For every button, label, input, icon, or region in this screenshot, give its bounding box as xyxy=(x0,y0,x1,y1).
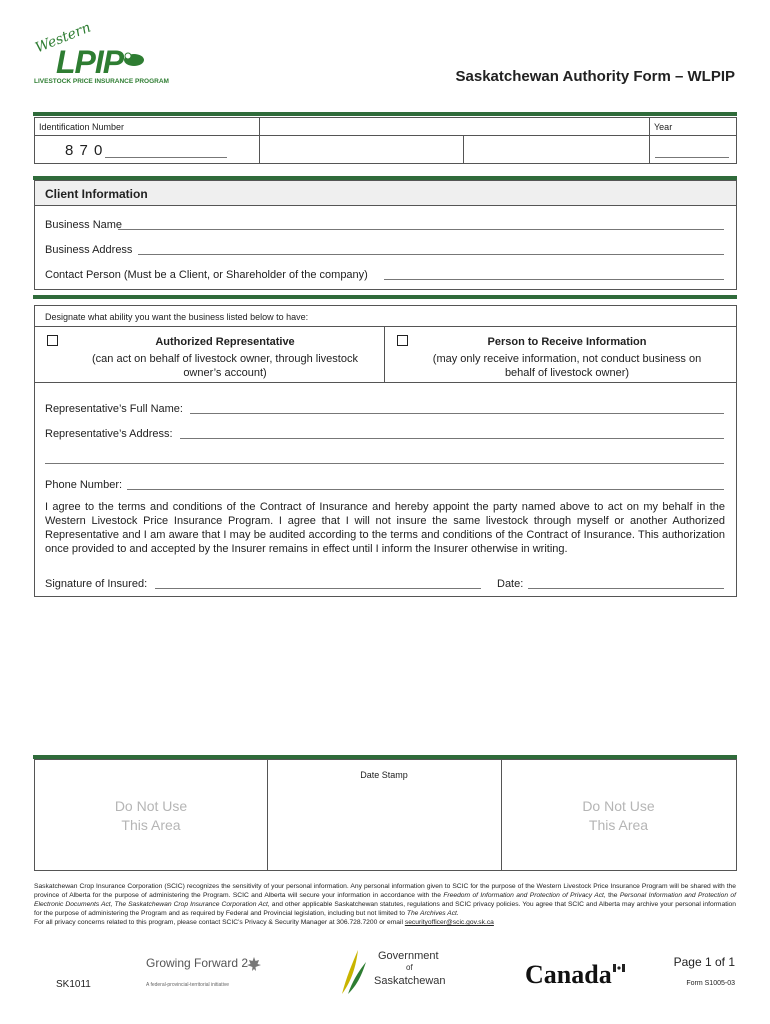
date-label: Date: xyxy=(497,578,524,590)
growing-forward-logo xyxy=(146,956,266,992)
id-table-divider-v2 xyxy=(463,135,464,163)
privacy-p2-italic: Personal Information and Protection of Electronic Documents Act, The Saskatchewan Crop Insurance Corporation Act, xyxy=(34,892,736,908)
id-number-prefix: 8 7 0 xyxy=(65,142,104,159)
agreement-text: I agree to the terms and conditions of the Contract of Insurance and hereby appoint the party named above to act on my behalf in the Western Livestock Price Insurance Program. I agree that I will not insure the same livestock through myself or another Authorized Representative and I am aware that I may be audited according to the terms and conditions of the Contract of Insurance. This authorization once provided to and accepted by the Insurer remains in effect until I inform the Insurer otherwise in writing. xyxy=(45,501,725,555)
receive-info-title: Person to Receive Information xyxy=(487,336,647,348)
gov-saskatchewan-logo xyxy=(338,948,458,996)
growing-forward-sub: A federal-provincial-territorial initiative xyxy=(146,982,230,988)
designate-divider-v xyxy=(384,326,385,382)
maple-leaf-icon xyxy=(246,956,262,972)
wheat-sheaf-icon xyxy=(338,948,372,996)
authorized-rep-desc: (can act on behalf of livestock owner, through livestock owner’s account) xyxy=(92,353,358,379)
phone-field[interactable] xyxy=(127,489,724,490)
canada-text: Canada xyxy=(525,960,612,989)
do-not-use-left-2: This Area xyxy=(121,817,181,833)
privacy-p1-italic: Freedom of Information and Protection of Privacy Act, xyxy=(443,892,606,899)
year-field[interactable] xyxy=(655,157,729,158)
canada-flag-icon xyxy=(613,964,625,972)
contact-person-field[interactable] xyxy=(384,279,724,280)
designate-section xyxy=(34,305,737,597)
business-name-field[interactable] xyxy=(118,229,724,230)
gov-line-2: of xyxy=(406,963,413,972)
id-table xyxy=(34,117,737,164)
date-field[interactable] xyxy=(528,588,724,589)
privacy-notice xyxy=(34,882,736,927)
canada-wordmark xyxy=(525,960,612,990)
receive-info-checkbox[interactable] xyxy=(397,335,408,346)
id-top-bar xyxy=(33,112,737,116)
id-table-divider-h xyxy=(35,135,736,136)
id-table-divider-v3 xyxy=(649,118,650,163)
form-title: Saskatchewan Authority Form – WLPIP xyxy=(455,68,735,85)
page-number: Page 1 of 1 xyxy=(673,955,735,969)
privacy-p3: For all privacy concerns related to this program, please contact SCIC’s Privacy & Security Manager at 306.728.7200 or email xyxy=(34,919,405,926)
authorized-rep-title: Authorized Representative xyxy=(155,336,295,348)
business-name-label: Business Name xyxy=(45,219,123,231)
form-code: SK1011 xyxy=(56,979,91,990)
privacy-p2-pre: the xyxy=(608,892,620,899)
year-label: Year xyxy=(654,122,673,132)
authorized-rep-checkbox[interactable] xyxy=(47,335,58,346)
id-number-field[interactable] xyxy=(105,157,227,158)
logo-main-text: LPIP xyxy=(56,44,124,80)
privacy-p2-italic2: The Archives Act. xyxy=(406,910,459,917)
stamp-section xyxy=(34,759,737,871)
rep-address-field-2[interactable] xyxy=(45,463,724,464)
business-address-field[interactable] xyxy=(138,254,724,255)
signature-field[interactable] xyxy=(155,588,481,589)
privacy-p1: Saskatchewan Crop Insurance Corporation (SCIC) recognizes the sensitivity of your personal information. Any personal information given to SCIC for the purpose of the Western Livestock Price Insurance Program will be shared with the province of Alberta for the purpose of administering the Program. SCIC and Alberta will secure your information in accordance with the xyxy=(34,883,736,899)
do-not-use-left-1: Do Not Use xyxy=(114,798,188,814)
form-number: Form S1005-03 xyxy=(686,980,735,987)
rep-name-label: Representative’s Full Name: xyxy=(45,403,183,415)
id-number-label: Identification Number xyxy=(39,122,125,132)
rep-name-field[interactable] xyxy=(190,413,724,414)
designate-divider-h1 xyxy=(35,326,736,327)
phone-label: Phone Number: xyxy=(45,479,123,491)
rep-address-field[interactable] xyxy=(180,438,724,439)
logo-cow-icon xyxy=(122,50,146,68)
contact-person-label: Contact Person (Must be a Client, or Shareholder of the company) xyxy=(45,269,368,281)
privacy-email-link[interactable]: securityofficer@scic.gov.sk.ca xyxy=(404,919,494,926)
date-stamp-label: Date Stamp xyxy=(360,770,408,780)
designate-divider-h2 xyxy=(35,382,736,383)
logo-subtitle: LIVESTOCK PRICE INSURANCE PROGRAM xyxy=(34,78,169,85)
stamp-divider-right xyxy=(501,760,502,870)
id-table-divider-v1 xyxy=(259,118,260,163)
rep-address-label: Representative’s Address: xyxy=(45,428,173,440)
designate-prompt: Designate what ability you want the business listed below to have: xyxy=(45,312,309,322)
logo-script-text: Western xyxy=(33,19,94,57)
gov-line-3: Saskatchewan xyxy=(374,975,446,987)
designate-top-bar xyxy=(33,295,737,299)
receive-info-desc: (may only receive information, not conduct business on behalf of livestock owner) xyxy=(432,353,702,379)
privacy-p2-post: and other applicable Saskatchewan statutes, regulations and SCIC privacy policies. You agree that SCIC and Alberta may archive your personal information for the purpose of administering the Program and as required by Federal and Provincial legislation, including but not limited to xyxy=(34,901,736,917)
client-section xyxy=(34,180,737,290)
client-section-title: Client Information xyxy=(45,187,148,201)
do-not-use-right-2: This Area xyxy=(588,817,649,833)
gov-line-1: Government xyxy=(378,950,439,962)
business-address-label: Business Address xyxy=(45,244,133,256)
do-not-use-right-1: Do Not Use xyxy=(582,798,655,814)
growing-forward-text: Growing Forward 2 xyxy=(146,956,249,970)
signature-label: Signature of Insured: xyxy=(45,578,148,590)
